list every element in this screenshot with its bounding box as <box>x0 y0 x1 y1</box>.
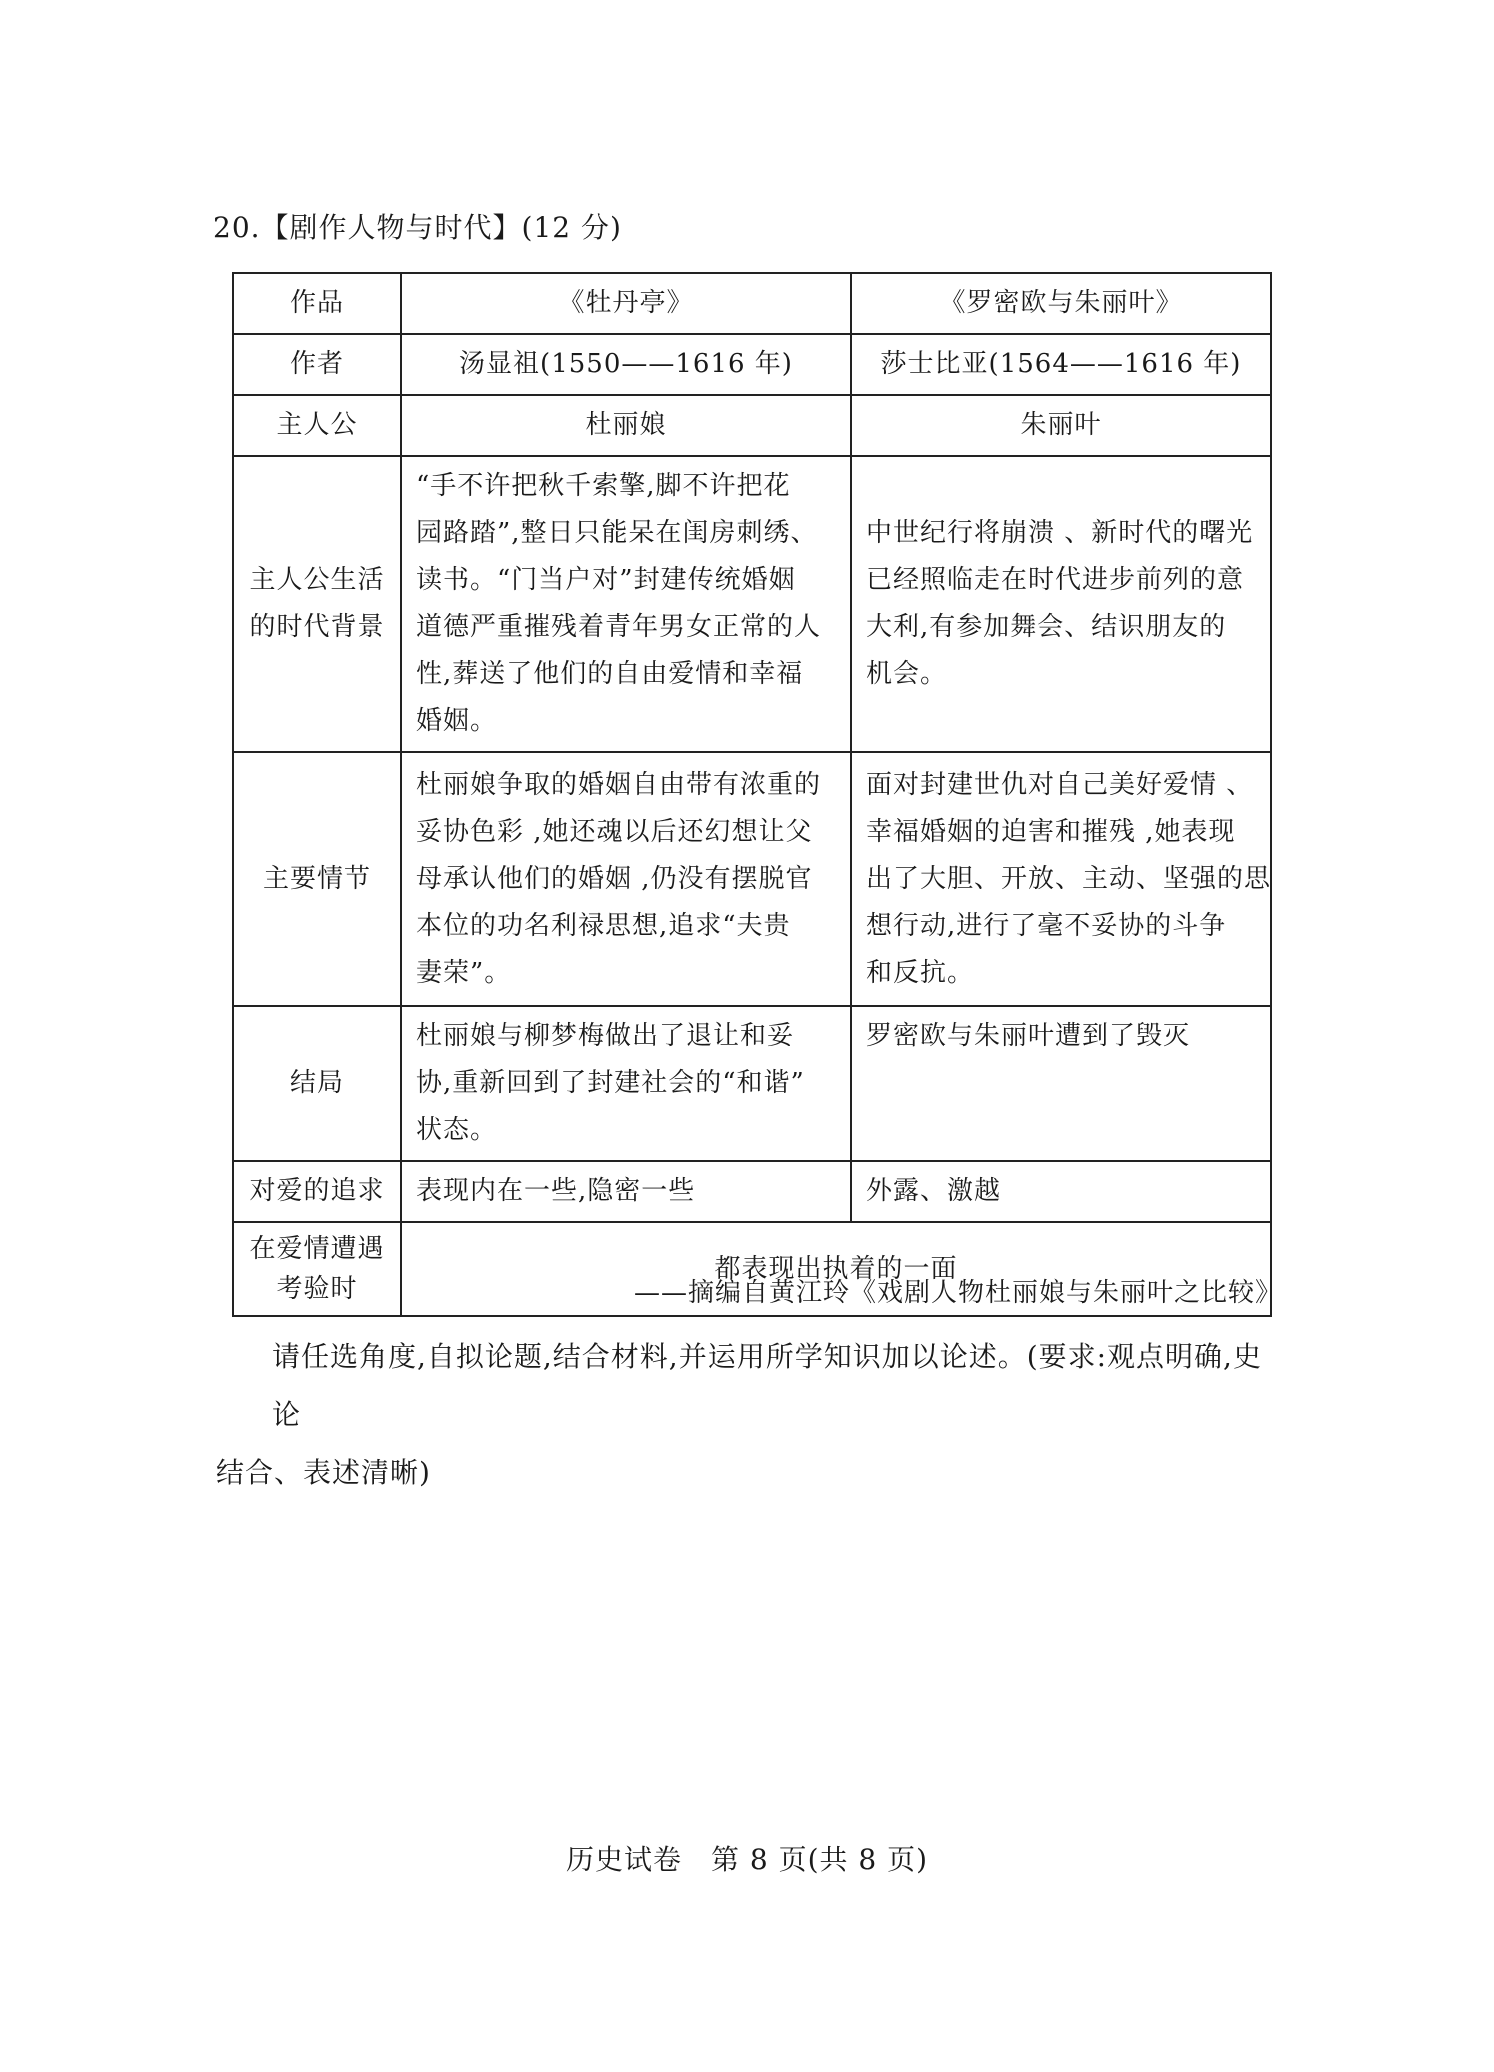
text-line: 园路踏”,整日只能呆在闺房刺绣、 <box>416 518 818 548</box>
source-citation: ——摘编自黄江玲《戏剧人物杜丽娘与朱丽叶之比较》 <box>633 1278 1282 1308</box>
row-label-protagonist: 主人公 <box>233 395 401 456</box>
work1-protagonist: 杜丽娘 <box>401 395 851 456</box>
work2-protagonist: 朱丽叶 <box>851 395 1271 456</box>
prompt-line: 结合、表述清晰) <box>216 1456 431 1489</box>
text-line: 状态。 <box>416 1115 498 1145</box>
text-line: 大利,有参加舞会、结识朋友的 <box>866 612 1227 642</box>
text-line: 妥协色彩 ,她还魂以后还幻想让父 <box>416 816 813 847</box>
work1-author: 汤显祖(1550——1616 年) <box>401 334 851 395</box>
text-line: 和反抗。 <box>866 957 975 988</box>
text-line: 本位的功名利禄思想,追求“夫贵 <box>416 910 791 941</box>
text-line: 道德严重摧残着青年男女正常的人 <box>416 612 822 642</box>
prompt-line: 请任选角度,自拟论题,结合材料,并运用所学知识加以论述。(要求:观点明确,史论 <box>272 1340 1262 1431</box>
text-line: 杜丽娘争取的婚姻自由带有浓重的 <box>416 769 822 800</box>
label-line: 的时代背景 <box>249 612 385 642</box>
work2-ending: 罗密欧与朱丽叶遭到了毁灭 <box>851 1006 1271 1161</box>
work1-ending <box>401 1006 851 1161</box>
text-line: 性,葬送了他们的自由爱情和幸福 <box>416 659 804 689</box>
question-title: 20.【剧作人物与时代】(12 分) <box>213 211 622 244</box>
row-label-plot: 主要情节 <box>233 752 401 1006</box>
text-line: 机会。 <box>866 659 948 689</box>
label-line: 主人公生活 <box>249 565 385 595</box>
work2-title: 《罗密欧与朱丽叶》 <box>851 273 1271 334</box>
row-label-test <box>233 1222 401 1316</box>
table-row-plot <box>233 752 1271 1006</box>
table-row-ending <box>233 1006 1271 1161</box>
text-line: 协,重新回到了封建社会的“和谐” <box>416 1068 805 1098</box>
row-label-works: 作品 <box>233 273 401 334</box>
table-row-protagonist <box>233 395 1271 456</box>
text-line: 中世纪行将崩溃 、新时代的曙光 <box>866 518 1254 548</box>
text-line: 出了大胆、开放、主动、坚强的思 <box>866 863 1272 894</box>
table-row-works <box>233 273 1271 334</box>
text-line: “手不许把秋千索擎,脚不许把花 <box>416 471 791 501</box>
page-footer: 历史试卷 第 8 页(共 8 页) <box>565 1843 929 1876</box>
row-label-pursuit: 对爱的追求 <box>233 1161 401 1222</box>
work2-author: 莎士比亚(1564——1616 年) <box>851 334 1271 395</box>
work1-plot <box>401 752 851 1006</box>
text-line: 读书。“门当户对”封建传统婚姻 <box>416 565 796 595</box>
comparison-table <box>232 272 1272 1317</box>
text-line: 妻荣”。 <box>416 957 512 988</box>
table-row-background <box>233 456 1271 752</box>
table-row-author <box>233 334 1271 395</box>
both-works-test: 都表现出执着的一面 <box>401 1222 1271 1316</box>
row-label-background <box>233 456 401 752</box>
label-line: 考验时 <box>276 1274 358 1304</box>
work1-background <box>401 456 851 752</box>
row-label-ending: 结局 <box>233 1006 401 1161</box>
text-line: 婚姻。 <box>416 706 498 736</box>
question-prompt <box>216 1328 1282 1502</box>
text-line: 母承认他们的婚姻 ,仍没有摆脱官 <box>416 863 813 894</box>
work2-background <box>851 456 1271 752</box>
text-line: 想行动,进行了毫不妥协的斗争 <box>866 910 1227 941</box>
work2-plot <box>851 752 1271 1006</box>
text-line: 幸福婚姻的迫害和摧残 ,她表现 <box>866 816 1236 847</box>
text-line: 面对封建世仇对自己美好爱情 、 <box>866 769 1254 800</box>
work1-pursuit: 表现内在一些,隐密一些 <box>401 1161 851 1222</box>
table-row-pursuit <box>233 1161 1271 1222</box>
text-line: 已经照临走在时代进步前列的意 <box>866 565 1245 595</box>
work1-title: 《牡丹亭》 <box>401 273 851 334</box>
work2-pursuit: 外露、激越 <box>851 1161 1271 1222</box>
label-line: 在爱情遭遇 <box>249 1234 385 1264</box>
text-line: 杜丽娘与柳梦梅做出了退让和妥 <box>416 1021 795 1051</box>
row-label-author: 作者 <box>233 334 401 395</box>
